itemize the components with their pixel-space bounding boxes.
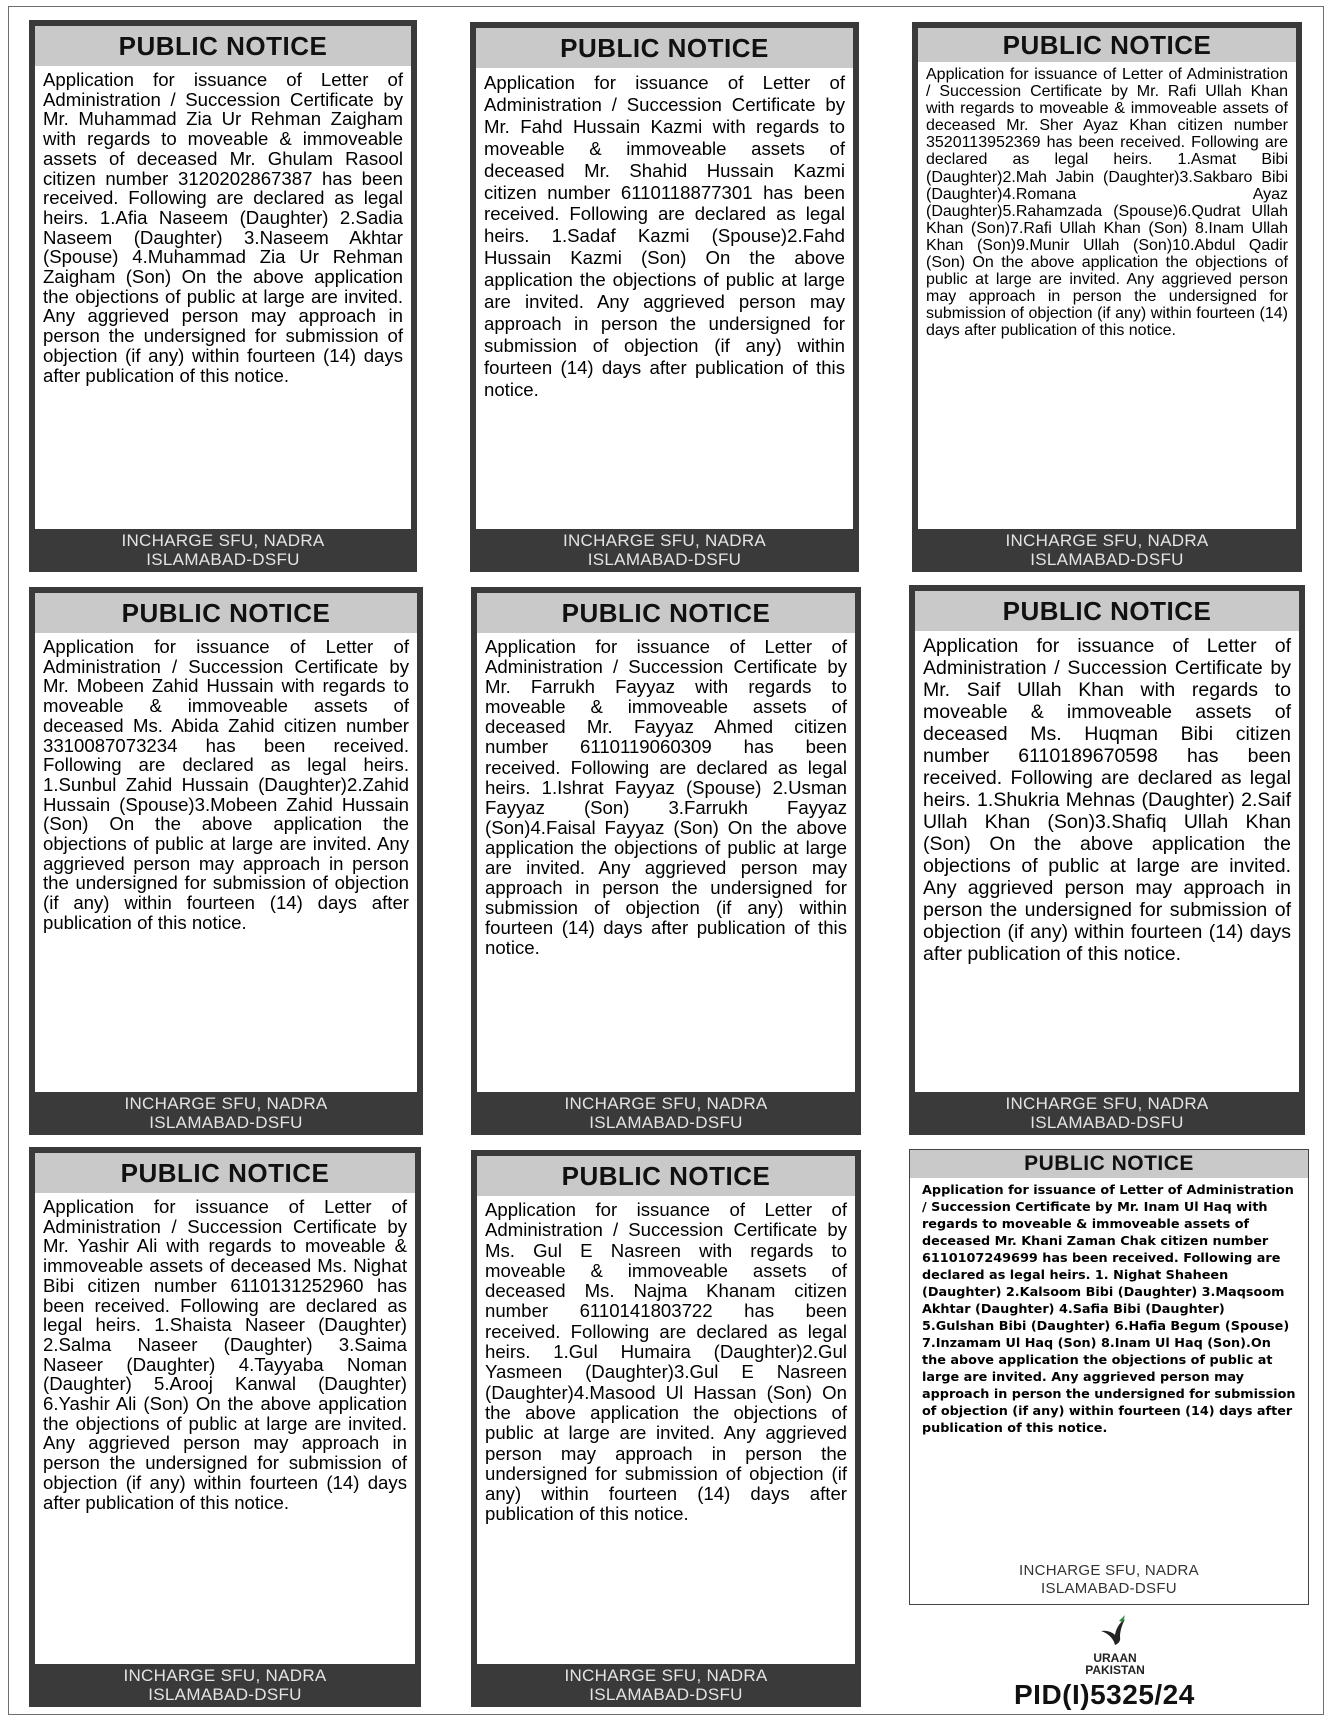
footer-line-2: ISLAMABAD-DSFU — [1030, 1113, 1184, 1132]
footer-line-1: INCHARGE SFU, NADRA — [562, 531, 767, 550]
public-notice-7 — [29, 1147, 421, 1707]
notice-footer — [477, 1664, 855, 1707]
logo-name-line-2: PAKISTAN — [1085, 1663, 1145, 1677]
public-notice-4 — [29, 587, 423, 1135]
public-notice-3 — [912, 22, 1302, 572]
footer-line-1: INCHARGE SFU, NADRA — [124, 1094, 328, 1113]
footer-line-1: INCHARGE SFU, NADRA — [1019, 1562, 1199, 1579]
bird-logo-icon — [1095, 1613, 1135, 1647]
footer-line-2: ISLAMABAD-DSFU — [1030, 550, 1184, 569]
notice-body — [35, 1193, 415, 1516]
notice-title: PUBLIC NOTICE — [915, 591, 1299, 631]
notice-footer — [476, 529, 853, 572]
footer-line-1: INCHARGE SFU, NADRA — [121, 531, 325, 550]
footer-line-2: ISLAMABAD-DSFU — [146, 550, 300, 569]
notice-body — [910, 1178, 1308, 1441]
notice-title: PUBLIC NOTICE — [35, 593, 417, 633]
notice-body — [915, 631, 1299, 969]
notice-text: Application for issuance of Letter of Administration / Succession Certificate by Ms. Gul E Nasreen with regards to moveable & immoveable assets of deceased Ms. Najma Khanam citizen number 6110141803722 has been received. Following are declared as legal heirs. 1.Gul Humaira (Daughter)2.Gul Yasmeen (Daughter)3.Gul E Nasreen (Daughter)4.Masood Ul Hassan (Son) On the above application the objections of public at large are invited. Any aggrieved person may approach in person the undersigned for submission of objection (if any) within fourteen (14) days after publication of this notice. — [485, 1199, 847, 1525]
notice-body — [35, 66, 411, 389]
notice-title: PUBLIC NOTICE — [910, 1150, 1308, 1178]
footer-line-2: ISLAMABAD-DSFU — [1041, 1580, 1177, 1597]
public-notice-1 — [29, 20, 417, 572]
footer-line-1: INCHARGE SFU, NADRA — [1005, 531, 1209, 550]
footer-line-2: ISLAMABAD-DSFU — [149, 1113, 303, 1132]
public-notice-6 — [909, 585, 1305, 1135]
footer-line-2: ISLAMABAD-DSFU — [589, 1685, 743, 1704]
notice-text: Application for issuance of Letter of Administration / Succession Certificate by Mr. Farrukh Fayyaz with regards to moveable & immoveable assets of deceased Mr. Fayyaz Ahmed citizen number 6110119060309 has been received. Following are declared as legal heirs. 1.Ishrat Fayyaz (Spouse) 2.Usman Fayyaz (Son) 3.Farrukh Fayyaz (Son)4.Faisal Fayyaz (Son) On the above application the objections of public at large are invited. Any aggrieved person may approach in person the undersigned for submission of objection (if any) within fourteen (14) days after publication of this notice. — [485, 636, 847, 959]
notice-body — [35, 633, 417, 937]
public-notice-5 — [471, 587, 861, 1135]
notice-text: Application for issuance of Letter of Administration / Succession Certificate by Mr. Inam Ul Haq with regards to moveable & immoveable assets of deceased Mr. Khani Zaman Chak citizen number 6110107249699 has been received. Following are declared as legal heirs. 1. Nighat Shaheen (Daughter) 2.Kalsoom Bibi (Daughter) 3.Maqsoom Akhtar (Daughter) 4.Safia Bibi (Daughter) 5.Gulshan Bibi (Daughter) 6.Hafia Begum (Spouse) 7.Inzamam Ul Haq (Son) 8.Inam Ul Haq (Son).On the above application the objections of public at large are invited. Any aggrieved person may approach in person the undersigned for submission of objection (if any) within fourteen (14) days after publication of this notice. — [922, 1183, 1296, 1436]
notice-footer — [915, 1092, 1299, 1135]
notice-text: Application for issuance of Letter of Administration / Succession Certificate by Mr. Rafi Ullah Khan with regards to moveable & immoveable assets of deceased Mr. Sher Ayaz Khan citizen number 3520113952369 has been received. Following are declared as legal heirs. 1.Asmat Bibi (Daughter)2.Mah Jabin (Daughter)3.Sakbaro Bibi (Daughter)4.Romana Ayaz (Daughter)5.Rahamzada (Spouse)6.Qudrat Ullah Khan (Son)7.Rafi Ullah Khan (Son) 8.Inam Ullah Khan (Son)9.Munir Ullah (Son)10.Abdul Qadir (Son) On the above application the objections of public at large are invited. Any aggrieved person may approach in person the undersigned for submission of objection (if any) within fourteen (14) days after publication of this notice. — [926, 66, 1288, 340]
notice-body — [477, 633, 855, 963]
notice-text: Application for issuance of Letter of Administration / Succession Certificate by Mr. Yashir Ali with regards to moveable & immoveable assets of deceased Ms. Nighat Bibi citizen number 6110131252960 has been received. Following are declared as legal heirs. 1.Shaista Naseer (Daughter) 2.Salma Naseer (Daughter) 3.Saima Naseer (Daughter) 4.Tayyaba Noman (Daughter) 5.Arooj Kanwal (Daughter) 6.Yashir Ali (Son) On the above application the objections of public at large are invited. Any aggrieved person may approach in person the undersigned for submission of objection (if any) within fourteen (14) days after publication of this notice. — [43, 1196, 407, 1513]
logo-name-line-1: URAAN — [1093, 1651, 1137, 1665]
notice-text: Application for issuance of Letter of Administration / Succession Certificate by Mr. Fahd Hussain Kazmi with regards to moveable & immoveable assets of deceased Mr. Shahid Hussain Kazmi citizen number 6110118877301 has been received. Following are declared as legal heirs. 1.Sadaf Kazmi (Spouse)2.Fahd Hussain Kazmi (Son) On the above application the objections of public at large are invited. Any aggrieved person may approach in person the undersigned for submission of objection (if any) within fourteen (14) days after publication of this notice. — [484, 72, 845, 400]
notice-body — [477, 1196, 855, 1529]
footer-line-1: INCHARGE SFU, NADRA — [564, 1094, 768, 1113]
notice-title: PUBLIC NOTICE — [477, 593, 855, 633]
footer-line-1: INCHARGE SFU, NADRA — [564, 1666, 768, 1685]
notice-footer — [35, 529, 411, 572]
notice-body — [476, 68, 853, 405]
notice-title: PUBLIC NOTICE — [476, 28, 853, 68]
notice-text: Application for issuance of Letter of Administration / Succession Certificate by Mr. Saif Ullah Khan with regards to moveable & immoveable assets of deceased Ms. Huqman Bibi citizen number 6110189670598 has been received. Following are declared as legal heirs. 1.Shukria Mehnas (Daughter) 2.Saif Ullah Khan (Son)3.Shafiq Ullah Khan (Son) On the above application the objections of public at large are invited. Any aggrieved person may approach in person the undersigned for submission of objection (if any) within fourteen (14) days after publication of this notice. — [923, 635, 1291, 965]
notice-footer — [35, 1092, 417, 1135]
notice-footer — [910, 1560, 1308, 1604]
pid-number: PID(I)5325/24 — [1014, 1679, 1195, 1710]
footer-line-1: INCHARGE SFU, NADRA — [1005, 1094, 1209, 1113]
footer-line-2: ISLAMABAD-DSFU — [148, 1685, 302, 1704]
notice-footer — [477, 1092, 855, 1135]
public-notice-8 — [471, 1150, 861, 1707]
public-notice-2 — [470, 22, 859, 572]
uraan-pakistan-logo — [1070, 1613, 1160, 1676]
footer-line-2: ISLAMABAD-DSFU — [587, 550, 742, 569]
notice-title: PUBLIC NOTICE — [477, 1156, 855, 1196]
notice-text: Application for issuance of Letter of Administration / Succession Certificate by Mr. Muhammad Zia Ur Rehman Zaigham with regards to moveable & immoveable assets of deceased Mr. Ghulam Rasool citizen number 3120202867387 has been received. Following are declared as legal heirs. 1.Afia Naseem (Daughter) 2.Sadia Naseem (Daughter) 3.Naseem Akhtar (Spouse) 4.Muhammad Zia Ur Rehman Zaigham (Son) On the above application the objections of public at large are invited. Any aggrieved person may approach in person the undersigned for submission of objection (if any) within fourteen (14) days after publication of this notice. — [43, 69, 403, 386]
notice-text: Application for issuance of Letter of Administration / Succession Certificate by Mr. Mobeen Zahid Hussain with regards to moveable & immoveable assets of deceased Ms. Abida Zahid citizen number 3310087073234 has been received. Following are declared as legal heirs. 1.Sunbul Zahid Hussain (Daughter)2.Zahid Hussain (Spouse)3.Mobeen Zahid Hussain (Son) On the above application the objections of public at large are invited. Any aggrieved person may approach in person the undersigned for submission of objection (if any) within fourteen (14) days after publication of this notice. — [43, 636, 409, 933]
notice-title: PUBLIC NOTICE — [35, 26, 411, 66]
notice-footer — [918, 529, 1296, 572]
notice-body — [918, 62, 1296, 344]
public-notice-9 — [909, 1149, 1309, 1605]
notice-title: PUBLIC NOTICE — [35, 1153, 415, 1193]
footer-line-1: INCHARGE SFU, NADRA — [123, 1666, 327, 1685]
footer-line-2: ISLAMABAD-DSFU — [589, 1113, 743, 1132]
notice-footer — [35, 1664, 415, 1707]
notice-title: PUBLIC NOTICE — [918, 28, 1296, 62]
